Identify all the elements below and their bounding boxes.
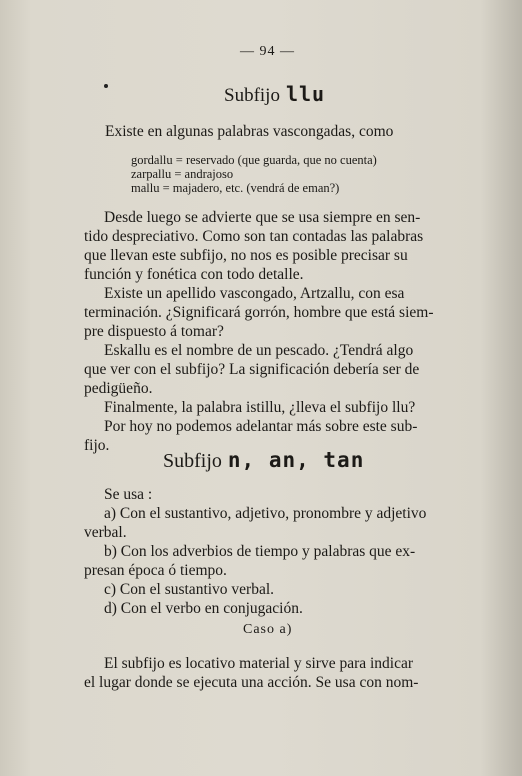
example-line: gordallu = reservado (que guarda, que no cuenta): [131, 153, 377, 167]
heading-prefix: Subfijo: [163, 450, 222, 472]
paragraph-line: función y fonética con todo detalle.: [84, 266, 304, 283]
paragraph-line: fijo.: [84, 437, 110, 454]
paragraph-line: pre dispuesto á tomar?: [84, 323, 224, 340]
paragraph-line: tido despreciativo. Como son tan contadas las palabras: [84, 228, 424, 245]
list-item: presan época ó tiempo.: [84, 562, 227, 579]
intro-line: Existe en algunas palabras vascongadas, como: [105, 123, 394, 140]
paragraph-line: El subfijo es locativo material y sirve para indicar: [104, 655, 414, 672]
section-heading-llu: [224, 82, 325, 107]
intro-line: Se usa :: [104, 486, 153, 503]
list-item: c) Con el sustantivo verbal.: [104, 581, 275, 598]
example-line: mallu = majadero, etc. (vendrá de eman?): [131, 181, 340, 195]
list-item: b) Con los adverbios de tiempo y palabras que ex-: [104, 543, 416, 560]
paragraph-line: terminación. ¿Significará gorrón, hombre que está siem-: [84, 304, 434, 321]
paragraph-line: que llevan este subfijo, no nos es posible precisar su: [84, 247, 408, 264]
section-heading-n-an-tan: [163, 448, 364, 473]
paragraph-line: Existe un apellido vascongado, Artzallu, con esa: [104, 285, 405, 302]
ink-mark: [104, 84, 108, 88]
paragraph-line: Desde luego se advierte que se usa siempre en sen-: [104, 209, 421, 226]
paragraph-line: que ver con el subfijo? La significación debería ser de: [84, 361, 420, 378]
list-item: d) Con el verbo en conjugación.: [104, 600, 303, 617]
heading-suffix: llu: [285, 82, 326, 106]
heading-prefix: Subfijo: [224, 85, 280, 106]
caso-heading: Caso a): [243, 622, 293, 637]
list-item: verbal.: [84, 524, 127, 541]
paragraph-line: Finalmente, la palabra istillu, ¿lleva el subfijo llu?: [104, 399, 416, 416]
paragraph-line: pedigüeño.: [84, 380, 153, 397]
example-line: zarpallu = andrajoso: [131, 167, 234, 181]
list-item: a) Con el sustantivo, adjetivo, pronombre y adjetivo: [104, 505, 427, 522]
heading-suffix: n, an, tan: [227, 448, 365, 472]
paragraph-line: el lugar donde se ejecuta una acción. Se usa con nom-: [84, 674, 419, 691]
page-number: — 94 —: [240, 44, 295, 59]
paragraph-line: Por hoy no podemos adelantar más sobre este sub-: [104, 418, 418, 435]
paragraph-line: Eskallu es el nombre de un pescado. ¿Tendrá algo: [104, 342, 414, 359]
